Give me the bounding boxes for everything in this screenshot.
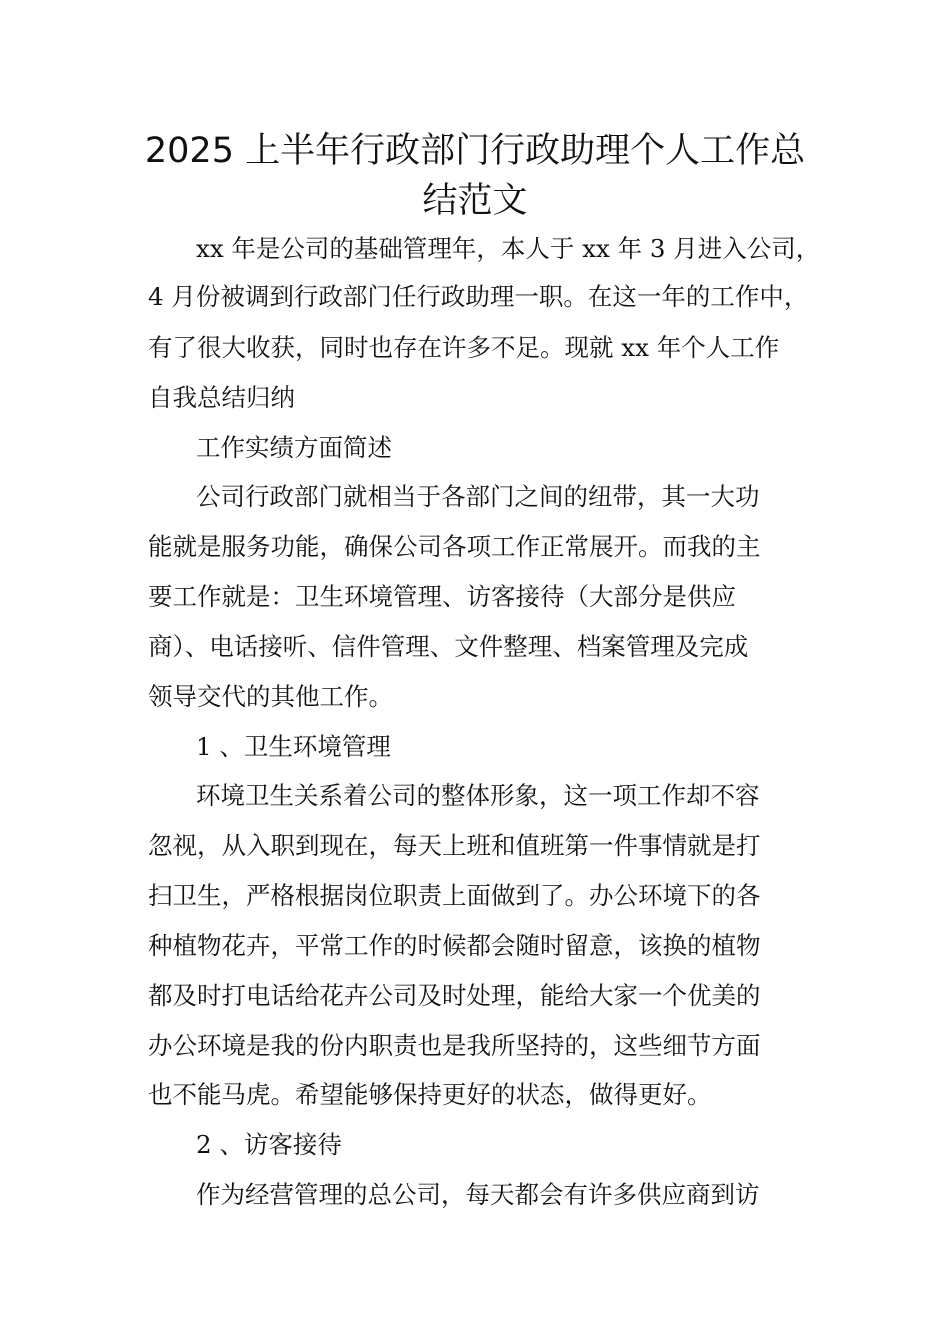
document-title-line-1: 2025 上半年行政部门行政助理个人工作总 xyxy=(144,131,806,171)
paragraph-line: 办公环境是我的份内职责也是我所坚持的，这些细节方面 xyxy=(148,1031,761,1060)
paragraph-line: 领导交代的其他工作。 xyxy=(148,682,393,711)
section-heading: 工作实绩方面简述 xyxy=(196,433,392,462)
paragraph-line: 4 月份被调到行政部门任行政助理一职。在这一年的工作中， xyxy=(148,282,809,311)
paragraph-line: 要工作就是：卫生环境管理、访客接待（大部分是供应 xyxy=(148,582,736,611)
paragraph-line: 种植物花卉，平常工作的时候都会随时留意，该换的植物 xyxy=(148,931,761,960)
section-heading: 1 、卫生环境管理 xyxy=(196,732,391,761)
document-title-line-2: 结范文 xyxy=(422,181,528,221)
paragraph-line: 商）、电话接听、信件管理、文件整理、档案管理及完成 xyxy=(148,632,749,661)
paragraph-line: xx 年是公司的基础管理年，本人于 xx 年 3 月进入公司， xyxy=(196,234,821,263)
paragraph-line: 公司行政部门就相当于各部门之间的纽带，其一大功 xyxy=(196,482,760,511)
paragraph-line: 都及时打电话给花卉公司及时处理，能给大家一个优美的 xyxy=(148,981,761,1010)
paragraph-line: 忽视，从入职到现在，每天上班和值班第一件事情就是打 xyxy=(148,831,761,860)
paragraph-line: 能就是服务功能，确保公司各项工作正常展开。而我的主 xyxy=(148,532,761,561)
paragraph-line: 自我总结归纳 xyxy=(148,383,295,412)
paragraph-line: 也不能马虎。希望能够保持更好的状态，做得更好。 xyxy=(148,1080,712,1109)
section-heading: 2 、访客接待 xyxy=(196,1130,342,1159)
paragraph-line: 作为经营管理的总公司，每天都会有许多供应商到访 xyxy=(196,1180,760,1209)
paragraph-line: 扫卫生，严格根据岗位职责上面做到了。办公环境下的各 xyxy=(148,881,761,910)
paragraph-line: 有了很大收获，同时也存在许多不足。现就 xx 年个人工作 xyxy=(148,333,780,362)
paragraph-line: 环境卫生关系着公司的整体形象，这一项工作却不容 xyxy=(196,781,760,810)
